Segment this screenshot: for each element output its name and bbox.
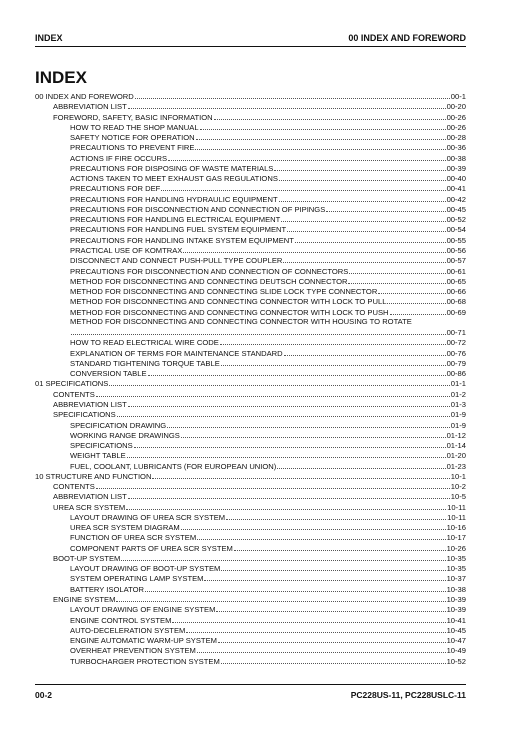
toc-leader-dots — [186, 625, 445, 633]
toc-leader-dots — [200, 122, 446, 130]
toc-leader-dots — [126, 502, 446, 510]
toc-entry[interactable] — [35, 604, 466, 614]
toc-entry-page: 00-42 — [446, 194, 466, 204]
toc-entry-page: 10-37 — [446, 574, 466, 584]
toc-leader-dots — [117, 409, 450, 417]
toc-leader-dots — [216, 604, 445, 612]
toc-entry-title: ENGINE CONTROL SYSTEM — [70, 615, 172, 625]
toc-leader-dots — [349, 266, 445, 274]
toc-entry-page: 10-35 — [446, 564, 466, 574]
toc-leader-dots — [127, 450, 446, 458]
toc-leader-dots — [168, 153, 446, 161]
toc-entry-page: 00-61 — [446, 266, 466, 276]
toc-entry[interactable] — [35, 358, 466, 368]
toc-entry[interactable] — [35, 440, 466, 450]
toc-entry-page: 01-23 — [446, 461, 466, 471]
toc-entry[interactable] — [35, 450, 466, 460]
toc-entry-page: 01-12 — [446, 430, 466, 440]
toc-entry-page: 01-14 — [446, 441, 466, 451]
toc-entry-title: METHOD FOR DISCONNECTING AND CONNECTING SLIDE LOCK TYPE CONNECTOR — [70, 287, 378, 297]
toc-leader-dots — [148, 368, 446, 376]
toc-entry-page: 00-76 — [446, 348, 466, 358]
toc-entry-page: 00-20 — [446, 102, 466, 112]
toc-entry-title: ENGINE AUTOMATIC WARM-UP SYSTEM — [70, 636, 217, 646]
toc-entry-page: 00-65 — [446, 276, 466, 286]
toc-entry-title: UREA SCR SYSTEM DIAGRAM — [70, 523, 180, 533]
toc-leader-dots — [196, 132, 446, 140]
toc-entry-page: 10-45 — [446, 625, 466, 635]
toc-entry-title: OVERHEAT PREVENTION SYSTEM — [70, 646, 196, 656]
toc-entry-page: 00-52 — [446, 215, 466, 225]
toc-entry[interactable] — [35, 625, 466, 635]
toc-entry-page: 10-35 — [446, 553, 466, 563]
toc-leader-dots — [348, 276, 445, 284]
toc-leader-dots — [279, 173, 446, 181]
toc-entry-title: METHOD FOR DISCONNECTING AND CONNECTING CONNECTOR WITH HOUSING TO ROTATE — [70, 316, 412, 326]
toc-entry[interactable] — [35, 461, 466, 471]
toc-entry-page: 00-40 — [446, 174, 466, 184]
toc-leader-dots — [96, 389, 450, 397]
toc-entry-title: COMPONENT PARTS OF UREA SCR SYSTEM — [70, 543, 233, 553]
toc-entry[interactable] — [35, 224, 466, 234]
toc-entry-page: 00-57 — [446, 256, 466, 266]
toc-entry-title: SPECIFICATIONS — [53, 410, 116, 420]
toc-entry[interactable] — [35, 307, 466, 317]
toc-entry[interactable] — [35, 245, 466, 255]
toc-entry[interactable] — [35, 430, 466, 440]
toc-entry-page: 00-79 — [446, 358, 466, 368]
toc-leader-dots — [172, 615, 445, 623]
toc-entry-title: CONTENTS — [53, 389, 95, 399]
toc-entry-title: BOOT-UP SYSTEM — [53, 553, 121, 563]
toc-entry-page: 10-39 — [446, 605, 466, 615]
toc-leader-dots — [109, 378, 450, 386]
toc-entry-page: 00-86 — [446, 369, 466, 379]
toc-leader-dots — [221, 563, 445, 571]
toc-entry[interactable] — [35, 481, 466, 491]
toc-entry[interactable] — [35, 101, 466, 111]
toc-entry-page: 00-56 — [446, 245, 466, 255]
toc-entry[interactable] — [35, 91, 466, 101]
toc-entry-page: 00-68 — [446, 297, 466, 307]
toc-entry[interactable] — [35, 645, 466, 655]
toc-leader-dots — [181, 522, 446, 530]
toc-entry-title: ENGINE SYSTEM — [53, 595, 116, 605]
toc-leader-dots — [135, 91, 450, 99]
toc-entry-title: FOREWORD, SAFETY, BASIC INFORMATION — [53, 112, 213, 122]
page-header — [35, 31, 466, 47]
toc-entry-title: HOW TO READ THE SHOP MANUAL — [70, 122, 199, 132]
toc-entry[interactable] — [35, 327, 466, 337]
toc-entry[interactable] — [35, 615, 466, 625]
toc-leader-dots — [277, 461, 445, 469]
toc-leader-dots — [134, 440, 446, 448]
toc-entry-page: 01-9 — [450, 420, 466, 430]
toc-entry-title: UREA SCR SYSTEM — [53, 502, 126, 512]
toc-entry-title: PRECAUTIONS FOR HANDLING ELECTRICAL EQUIPMENT — [70, 215, 281, 225]
toc-entry-page: 01-1 — [450, 379, 466, 389]
toc-entry[interactable] — [35, 573, 466, 583]
toc-entry-title: EXPLANATION OF TERMS FOR MAINTENANCE STANDARD — [70, 348, 283, 358]
toc-entry[interactable] — [35, 420, 466, 430]
toc-entry[interactable] — [35, 214, 466, 224]
toc-entry-title: 10 STRUCTURE AND FUNCTION — [35, 471, 152, 481]
toc-entry-title: CONTENTS — [53, 482, 95, 492]
toc-entry-page: 10-5 — [450, 492, 466, 502]
toc-leader-dots — [283, 255, 445, 263]
toc-leader-dots — [161, 183, 445, 191]
toc-entry[interactable] — [35, 553, 466, 563]
toc-entry-page: 10-26 — [446, 543, 466, 553]
toc-entry-title: WEIGHT TABLE — [70, 451, 126, 461]
toc-entry[interactable] — [35, 204, 466, 214]
header-chapter-title: 00 INDEX AND FOREWORD — [348, 33, 466, 43]
toc-entry-title: TURBOCHARGER PROTECTION SYSTEM — [70, 656, 220, 666]
toc-entry[interactable] — [35, 153, 466, 163]
toc-entry-page: 00-71 — [446, 328, 466, 338]
toc-entry[interactable] — [35, 471, 466, 481]
toc-entry[interactable] — [35, 532, 466, 542]
toc-entry-title: ABBREVIATION LIST — [53, 492, 127, 502]
toc-entry-page: 00-41 — [446, 184, 466, 194]
page-number: 00-2 — [35, 690, 53, 700]
toc-entry-page: 00-66 — [446, 287, 466, 297]
toc-entry[interactable] — [35, 235, 466, 245]
toc-entry-title: METHOD FOR DISCONNECTING AND CONNECTING CONNECTOR WITH LOCK TO PULL — [70, 297, 387, 307]
toc-entry-page: 00-26 — [446, 112, 466, 122]
toc-entry[interactable] — [35, 296, 466, 306]
toc-leader-dots — [128, 491, 450, 499]
toc-entry-title: METHOD FOR DISCONNECTING AND CONNECTING CONNECTOR WITH LOCK TO PUSH — [70, 307, 389, 317]
toc-entry-title: SAFETY NOTICE FOR OPERATION — [70, 133, 195, 143]
toc-leader-dots — [152, 471, 449, 479]
toc-entry[interactable] — [35, 656, 466, 666]
toc-entry-title: PRECAUTIONS FOR HANDLING INTAKE SYSTEM EQUIPMENT — [70, 235, 294, 245]
toc-leader-dots — [204, 573, 445, 581]
toc-entry-page: 00-1 — [450, 92, 466, 101]
toc-entry[interactable] — [35, 502, 466, 512]
toc-entry[interactable] — [35, 378, 466, 388]
toc-entry[interactable] — [35, 286, 466, 296]
toc-leader-dots — [145, 584, 446, 592]
toc-entry-title: FUEL, COOLANT, LUBRICANTS (FOR EUROPEAN UNION) — [70, 461, 277, 471]
toc-entry-title: DISCONNECT AND CONNECT PUSH-PULL TYPE COUPLER — [70, 256, 283, 266]
toc-entry-page: 01-3 — [450, 399, 466, 409]
toc-entry[interactable] — [35, 584, 466, 594]
toc-entry[interactable] — [35, 337, 466, 347]
toc-entry-page: 01-2 — [450, 389, 466, 399]
toc-entry-page: 10-16 — [446, 523, 466, 533]
toc-entry-title: LAYOUT DRAWING OF BOOT-UP SYSTEM — [70, 564, 221, 574]
toc-entry-page: 10-38 — [446, 584, 466, 594]
toc-leader-dots — [167, 420, 450, 428]
toc-leader-dots — [116, 594, 445, 602]
toc-leader-dots — [287, 224, 445, 232]
toc-entry[interactable] — [35, 368, 466, 378]
toc-leader-dots — [387, 296, 445, 304]
toc-entry-page: 00-54 — [446, 225, 466, 235]
toc-entry-title: HOW TO READ ELECTRICAL WIRE CODE — [70, 338, 219, 348]
toc-entry-title: FUNCTION OF UREA SCR SYSTEM — [70, 533, 197, 543]
toc-entry-page: 10-52 — [446, 656, 466, 666]
toc-entry[interactable] — [35, 112, 466, 122]
toc-leader-dots — [220, 337, 446, 345]
toc-leader-dots — [378, 286, 445, 294]
toc-entry[interactable] — [35, 512, 466, 522]
toc-entry-title: PRECAUTIONS FOR HANDLING FUEL SYSTEM EQUIPMENT — [70, 225, 287, 235]
toc-entry[interactable] — [35, 276, 466, 286]
toc-entry-page: 10-41 — [446, 615, 466, 625]
toc-leader-dots — [295, 235, 446, 243]
toc-leader-dots — [221, 358, 446, 366]
toc-entry-page: 10-2 — [450, 482, 466, 492]
toc-entry-title: ABBREVIATION LIST — [53, 399, 127, 409]
toc-entry-title: PRACTICAL USE OF KOMTRAX — [70, 245, 183, 255]
toc-entry[interactable] — [35, 183, 466, 193]
toc-entry[interactable] — [35, 389, 466, 399]
toc-leader-dots — [195, 142, 445, 150]
toc-entry-page: 00-69 — [446, 307, 466, 317]
toc-entry[interactable] — [35, 266, 466, 276]
toc-entry-title: PRECAUTIONS FOR DISPOSING OF WASTE MATERIALS — [70, 163, 274, 173]
page-title: INDEX — [35, 68, 87, 87]
toc-entry[interactable] — [35, 142, 466, 152]
toc-entry[interactable] — [35, 348, 466, 358]
toc-entry-title: PRECAUTIONS FOR HANDLING HYDRAULIC EQUIPMENT — [70, 194, 278, 204]
toc-entry[interactable] — [35, 163, 466, 173]
toc-entry-page: 10-49 — [446, 646, 466, 656]
toc-leader-dots — [214, 112, 446, 120]
toc-entry-page: 10-47 — [446, 636, 466, 646]
table-of-contents — [35, 91, 466, 666]
toc-entry-page: 00-55 — [446, 235, 466, 245]
toc-entry[interactable] — [35, 132, 466, 142]
toc-entry-page: 00-28 — [446, 133, 466, 143]
toc-leader-dots — [128, 101, 446, 109]
toc-leader-dots — [390, 307, 446, 315]
toc-entry-title: SYSTEM OPERATING LAMP SYSTEM — [70, 574, 204, 584]
toc-entry-page: 00-38 — [446, 153, 466, 163]
toc-entry[interactable] — [35, 173, 466, 183]
toc-leader-dots — [234, 543, 446, 551]
toc-entry-page: 00-45 — [446, 204, 466, 214]
toc-entry[interactable] — [35, 543, 466, 553]
toc-entry[interactable] — [35, 563, 466, 573]
toc-leader-dots — [197, 645, 446, 653]
toc-entry-title: AUTO-DECELERATION SYSTEM — [70, 625, 186, 635]
toc-entry-page: 10-17 — [446, 533, 466, 543]
toc-entry-title: SPECIFICATIONS — [70, 441, 133, 451]
toc-entry-title: METHOD FOR DISCONNECTING AND CONNECTING DEUTSCH CONNECTOR — [70, 276, 348, 286]
toc-leader-dots — [71, 327, 446, 335]
toc-entry[interactable] — [35, 317, 466, 327]
toc-entry-title: ACTIONS TAKEN TO MEET EXHAUST GAS REGULATIONS — [70, 174, 278, 184]
toc-leader-dots — [183, 245, 445, 253]
toc-entry-title: PRECAUTIONS TO PREVENT FIRE — [70, 143, 195, 153]
toc-entry-title: STANDARD TIGHTENING TORQUE TABLE — [70, 358, 220, 368]
toc-entry-title: ABBREVIATION LIST — [53, 102, 127, 112]
toc-entry-page: 10-39 — [446, 595, 466, 605]
toc-entry[interactable] — [35, 122, 466, 132]
toc-entry-page: 00-72 — [446, 338, 466, 348]
toc-entry-title: PRECAUTIONS FOR DISCONNECTION AND CONNECTION OF PIPINGS — [70, 204, 326, 214]
toc-entry-title: PRECAUTIONS FOR DEF — [70, 184, 161, 194]
toc-entry[interactable] — [35, 194, 466, 204]
toc-entry[interactable] — [35, 399, 466, 409]
toc-entry-title: ACTIONS IF FIRE OCCURS — [70, 153, 168, 163]
toc-entry-title: WORKING RANGE DRAWINGS — [70, 430, 180, 440]
toc-entry-title: 00 INDEX AND FOREWORD — [35, 92, 134, 101]
toc-leader-dots — [218, 635, 446, 643]
toc-entry-page: 10-1 — [450, 471, 466, 481]
header-section-label: INDEX — [35, 33, 63, 43]
model-number: PC228US-11, PC228USLC-11 — [350, 690, 466, 700]
header-divider — [35, 46, 466, 47]
toc-entry-page: 10-11 — [447, 502, 466, 512]
toc-entry[interactable] — [35, 409, 466, 419]
toc-leader-dots — [221, 656, 446, 664]
toc-entry-page: 00-26 — [446, 122, 466, 132]
toc-entry-page: 01-9 — [450, 410, 466, 420]
toc-entry[interactable] — [35, 522, 466, 532]
toc-entry[interactable] — [35, 594, 466, 604]
toc-leader-dots — [197, 532, 445, 540]
toc-entry[interactable] — [35, 491, 466, 501]
toc-leader-dots — [326, 204, 445, 212]
toc-entry-page: 00-39 — [446, 163, 466, 173]
toc-entry-title: LAYOUT DRAWING OF UREA SCR SYSTEM — [70, 512, 226, 522]
toc-leader-dots — [281, 214, 445, 222]
toc-entry-title: PRECAUTIONS FOR DISCONNECTION AND CONNECTION OF CONNECTORS — [70, 266, 349, 276]
footer-divider — [35, 684, 466, 685]
toc-leader-dots — [226, 512, 446, 520]
toc-entry-page: 10-11 — [447, 512, 466, 522]
toc-entry-page: 01-20 — [446, 451, 466, 461]
toc-leader-dots — [128, 399, 450, 407]
toc-leader-dots — [274, 163, 445, 171]
toc-entry[interactable] — [35, 635, 466, 645]
toc-entry-title: SPECIFICATION DRAWING — [70, 420, 167, 430]
toc-entry-title: BATTERY ISOLATOR — [70, 584, 144, 594]
toc-leader-dots — [121, 553, 445, 561]
toc-leader-dots — [181, 430, 446, 438]
toc-entry[interactable] — [35, 255, 466, 265]
toc-entry-title: LAYOUT DRAWING OF ENGINE SYSTEM — [70, 605, 216, 615]
toc-entry-title: 01 SPECIFICATIONS — [35, 379, 109, 389]
toc-leader-dots — [279, 194, 446, 202]
toc-entry-page: 00-36 — [446, 143, 466, 153]
toc-leader-dots — [284, 348, 446, 356]
toc-entry-title: CONVERSION TABLE — [70, 369, 147, 379]
toc-leader-dots — [96, 481, 450, 489]
